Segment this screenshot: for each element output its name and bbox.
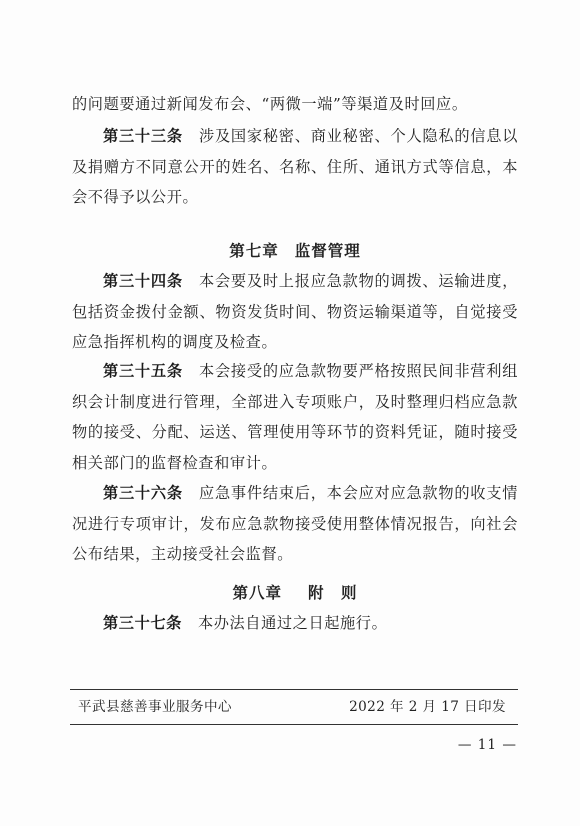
chapter-8-heading [72,578,518,608]
page-number: — 11 — [457,737,517,753]
footer-issuer: 平武县慈善事业服务中心 [78,699,232,715]
chapter-7-title: 监督管理 [294,241,361,260]
chapter-7-heading [72,236,518,266]
chapter-8-label: 第八章 [232,583,282,602]
article-33-text: 涉及国家秘密、商业秘密、个人隐私的信息以及捐赠方不同意公开的姓名、名称、住所、通讯方式等信息，本会不得予以公开。 [72,127,519,206]
footer-imprint [78,697,506,717]
article-34 [72,266,518,358]
article-36-text: 应急事件结束后，本会应对应急款物的收支情况进行专项审计，发布应急款物接受使用整体情况报告，向社会公布结果，主动接受社会监督。 [72,484,519,563]
article-33 [72,121,518,213]
article-36 [72,478,518,570]
article-36-number: 第三十六条 [103,484,183,502]
chapter-8-title: 附 则 [308,583,358,602]
article-34-number: 第三十四条 [103,272,183,290]
chapter-7-label: 第七章 [229,241,279,260]
footer-date: 2022 年 2 月 17 日印发 [349,699,506,715]
article-34-text: 本会要及时上报应急款物的调拨、运输进度，包括资金拨付金额、物资发货时间、物资运输渠道等，自觉接受应急指挥机构的调度及检查。 [72,272,519,351]
article-37 [72,608,518,639]
article-35 [72,356,518,478]
footer-bottom-rule [70,724,518,725]
article-35-text: 本会接受的应急款物要严格按照民间非营利组织会计制度进行管理，全部进入专项账户，及时整理归档应急款物的接受、分配、运送、管理使用等环节的资料凭证，随时接受相关部门的监督检查和审计。 [72,362,519,472]
continuation-paragraph: 的问题要通过新闻发布会、“两微一端”等渠道及时回应。 [72,95,468,113]
article-33-number: 第三十三条 [103,127,183,145]
footer-top-rule [70,689,518,690]
article-35-number: 第三十五条 [103,362,183,380]
article-37-number: 第三十七条 [103,614,182,632]
article-37-text: 本办法自通过之日起施行。 [197,614,388,632]
